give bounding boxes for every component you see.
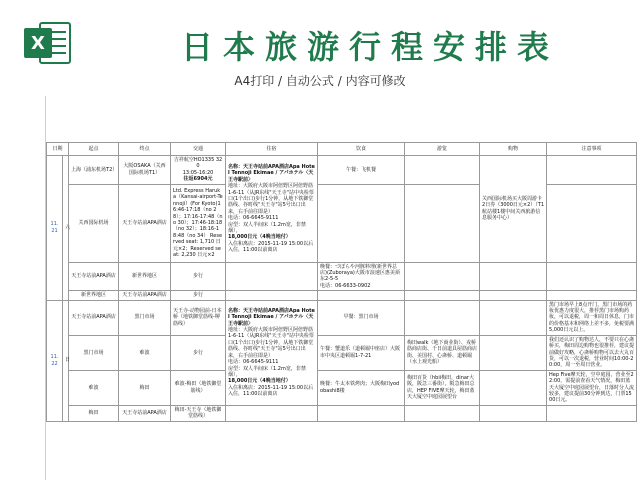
col-header-food: 饮食: [318, 143, 405, 156]
spreadsheet-sheet: [45, 96, 636, 480]
day1-r2-from: 关西国际机场: [69, 184, 119, 262]
table-row: [47, 405, 637, 421]
hotel-room: 房型：双人半间床（1.2m宽，非禁烟），: [228, 221, 306, 235]
day1-date: 11.21: [47, 156, 63, 301]
day1-r4-to: 天王寺站前APA酒店: [119, 291, 171, 300]
day1-r1-to: 大阪OSAKA（关西国际机场T1）: [119, 156, 171, 185]
day2-r3-food: 晚餐：牛太本铁烤肉；大阪梅田yodobashi8楼: [318, 370, 405, 405]
day2-r4-to: 天王寺站前APA酒店: [119, 405, 171, 421]
day1-r3-food: [318, 262, 405, 291]
day2-r4-notes: [547, 405, 637, 421]
day2-r3-from: 难波: [69, 370, 119, 405]
day2-r1-notes: 黑门市场早上8点开门，黑门市场的药妆优惠力度很大，推荐黑门市场购药妆，可以退税，周一和周日休息，门市的价格基本和网络上差不多，免税要满5,000日元以上。: [547, 300, 637, 335]
day2-r4-transport: 梅田-天王寺（地铁御堂筋线）: [171, 405, 226, 421]
table-row: [47, 291, 637, 300]
day2-r4-sights: [405, 405, 480, 421]
hotel-price: 18,000日元（4晚当地付）: [228, 378, 291, 385]
day1-r2-notes: [547, 184, 637, 262]
day1-r1-notes: [547, 156, 637, 185]
day2-r3-notes: Hep Five摩天轮，空中庭园，营业至22:00，需提前查看天气情况，梅田蓝天大厦空中庭园展望台，日落时分人流较多，建议提前30分钟到达，门票1500日元。: [547, 370, 637, 405]
day2-r4-hotel: [226, 405, 318, 421]
day2-r2-notes: 我们还认识了购物达人，不要只在心斋桥买，梅田周边购物也很推荐，建议提前做好攻略，心斋桥购物可以去大丸百货，可以一次退税，营业时间10:00-20:00，周一至周日营业。: [547, 335, 637, 370]
itinerary-table: [46, 142, 637, 422]
page-header: [0, 0, 640, 92]
day1-r4-from: 新世界地区: [69, 291, 119, 300]
day2-r3-sights: 梅田百货（hbii梅田，dinar大阪，阪急三番街），阪急梅田总店，HEP FIVE摩天轮，梅田蓝天大厦空中庭园展望台: [405, 370, 480, 405]
day2-r1-sights: [405, 300, 480, 335]
day2-r1-to: 黑门市场: [119, 300, 171, 335]
day1-r3-sights: [405, 262, 480, 291]
day1-r2-to: 天王寺站前APA酒店: [119, 184, 171, 262]
page-title: 日本旅游行程安排表: [180, 28, 559, 66]
day2-date: 11.22: [47, 300, 63, 421]
day1-hotel: [226, 156, 318, 263]
day1-r3-transport: 步行: [171, 262, 226, 291]
col-header-from: 起点: [69, 143, 119, 156]
day2-r4-shopping: [480, 405, 547, 421]
day2-r3-to: 梅田: [119, 370, 171, 405]
day2-r1-from: 天王寺站前APA酒店: [69, 300, 119, 335]
day2-weekday: 日: [63, 300, 69, 421]
day1-r2-sights: [405, 184, 480, 262]
day1-r3-from: 天王寺站前APA酒店: [69, 262, 119, 291]
table-row: [47, 262, 637, 291]
day1-r4-shopping: [480, 291, 547, 300]
col-header-sights: 游览: [405, 143, 480, 156]
col-header-date: 日期: [47, 143, 69, 156]
hotel-phone: 电话：06-6645-9111: [228, 359, 279, 366]
day1-r4-hotel: [226, 291, 318, 300]
table-row: [47, 300, 637, 335]
day2-r2-food: 午餐：蟹道乐（道顿堀中座店）大阪市中央区道顿堀1-7-21: [318, 335, 405, 370]
day1-r4-transport: 步行: [171, 291, 226, 300]
flight-number: 吉祥航空HO1335 320: [173, 157, 223, 170]
table-row: [47, 370, 637, 405]
day1-r3-notes: [547, 262, 637, 291]
day1-r2-food: [318, 184, 405, 262]
col-header-hotel: 住宿: [226, 143, 318, 156]
day2-hotel: [226, 300, 318, 405]
flight-price: 往返6904元: [183, 176, 213, 183]
day2-r1-transport: 天王寺-动物园前-日本桥（地铁御堂筋线-堺筋线）: [171, 300, 226, 335]
flight-time: 13:05-16:20: [182, 169, 214, 176]
day2-r2-from: 黑门市场: [69, 335, 119, 370]
hotel-checkin: 入住和离店：2015-11-19 15:00以后入住，11:00以前离店: [228, 240, 314, 254]
day1-r4-food: [318, 291, 405, 300]
hotel-address: 地址：大阪府大阪市阿倍野区阿倍野筋1-6-11（从JR东线"天王寺"站中央检票口(1个出口)步行1分钟，从地下铁御堂筋线、谷町线"天王寺"站5号出口出来，右手前往即是）: [228, 183, 314, 215]
hotel-phone: 电话：06-6645-9111: [228, 215, 279, 222]
day2-r2-to: 难波: [119, 335, 171, 370]
day2-r1-shopping: [480, 300, 547, 335]
dinner-name: 晚餐：づぼらや河豚料理(新世界总店)(Zuboraya)大阪市浪速区惠美须东2-5-5: [320, 263, 400, 283]
hotel-room: 房型：双人半间床（1.2m宽，非禁烟），: [228, 365, 306, 378]
dinner-phone: 电话：06-6633-0902: [320, 282, 371, 289]
day1-r1-food: 午餐：飞机餐: [318, 156, 405, 185]
hotel-name: 名称：天王寺站前APA酒店Apa Hotel Tennoji Ekimae / アパホテル〈天王寺駅前〉: [228, 307, 315, 327]
day1-r1-from: 上海（浦东机场T2）: [69, 156, 119, 185]
hotel-checkin: 入住和离店：2015-11-19 15:00以后入住，11:00以前离店: [228, 384, 314, 398]
table-row: [47, 156, 637, 185]
day1-shopping: 关西国际机场买大阪周游卡2日券（3000日元×2）（T1航站楼1楼中间关西旅游信息服务中心）: [480, 156, 547, 263]
day2-r1-food: 早餐：黑门市场: [318, 300, 405, 335]
day2-r4-from: 梅田: [69, 405, 119, 421]
day2-r3-shopping: [480, 370, 547, 405]
day1-weekday: 六: [63, 156, 69, 301]
col-header-shopping: 购物: [480, 143, 547, 156]
day1-r3-shopping: [480, 262, 547, 291]
table-header-row: [47, 143, 637, 156]
day1-r4-notes: [547, 291, 637, 300]
day1-r1-transport: [171, 156, 226, 185]
day2-r3-transport: 难波-梅田（地铁御堂筋线）: [171, 370, 226, 405]
day2-r2-transport: 步行: [171, 335, 226, 370]
day1-r4-sights: [405, 291, 480, 300]
table-row: [47, 335, 637, 370]
hotel-address: 地址：大阪府大阪市阿倍野区阿倍野筋1-6-11（从JR东线"天王寺"站中央检票口(1个出口)步行1分钟，从地下铁御堂筋线、谷町线"天王寺"站5号出口出来，右手前往即是）: [228, 327, 314, 359]
day1-r1-sights: [405, 156, 480, 185]
page-subtitle: A4打印 / 自动公式 / 内容可修改: [234, 74, 406, 88]
excel-icon: [22, 20, 72, 66]
day2-r4-food: [318, 405, 405, 421]
hotel-price: 18,000日元（4晚当地付）: [228, 234, 291, 241]
table-row: [47, 184, 637, 262]
day1-r2-transport: Ltd. Express Haruka（Kansai-airport-Tennoji）(For Kyoto)16:46-17:18（no 28）；17:16-17:48（no 30）；17:46-18:18（no 32）；18:16-18:48（no 34） Reserved seat: 1,710 日元×2；Reserved seat: 2,230 日元×2: [171, 184, 226, 262]
day1-r3-hotel: [226, 262, 318, 291]
col-header-to: 终点: [119, 143, 171, 156]
day2-r2-sights: 梅田walk（地下商业街）、戎桥筋商店街、千日前道具屋筋商店街、美国村、心斋桥、道顿堀（水上观光船）: [405, 335, 480, 370]
day1-r3-to: 新世界地区: [119, 262, 171, 291]
col-header-transport: 交通: [171, 143, 226, 156]
hotel-name: 名称：天王寺站前APA酒店Apa Hotel Tennoji Ekimae / アパホテル〈天王寺駅前〉: [228, 163, 315, 183]
col-header-notes: 注意事项: [547, 143, 637, 156]
svg-text:X: X: [31, 33, 45, 54]
day2-r2-shopping: [480, 335, 547, 370]
